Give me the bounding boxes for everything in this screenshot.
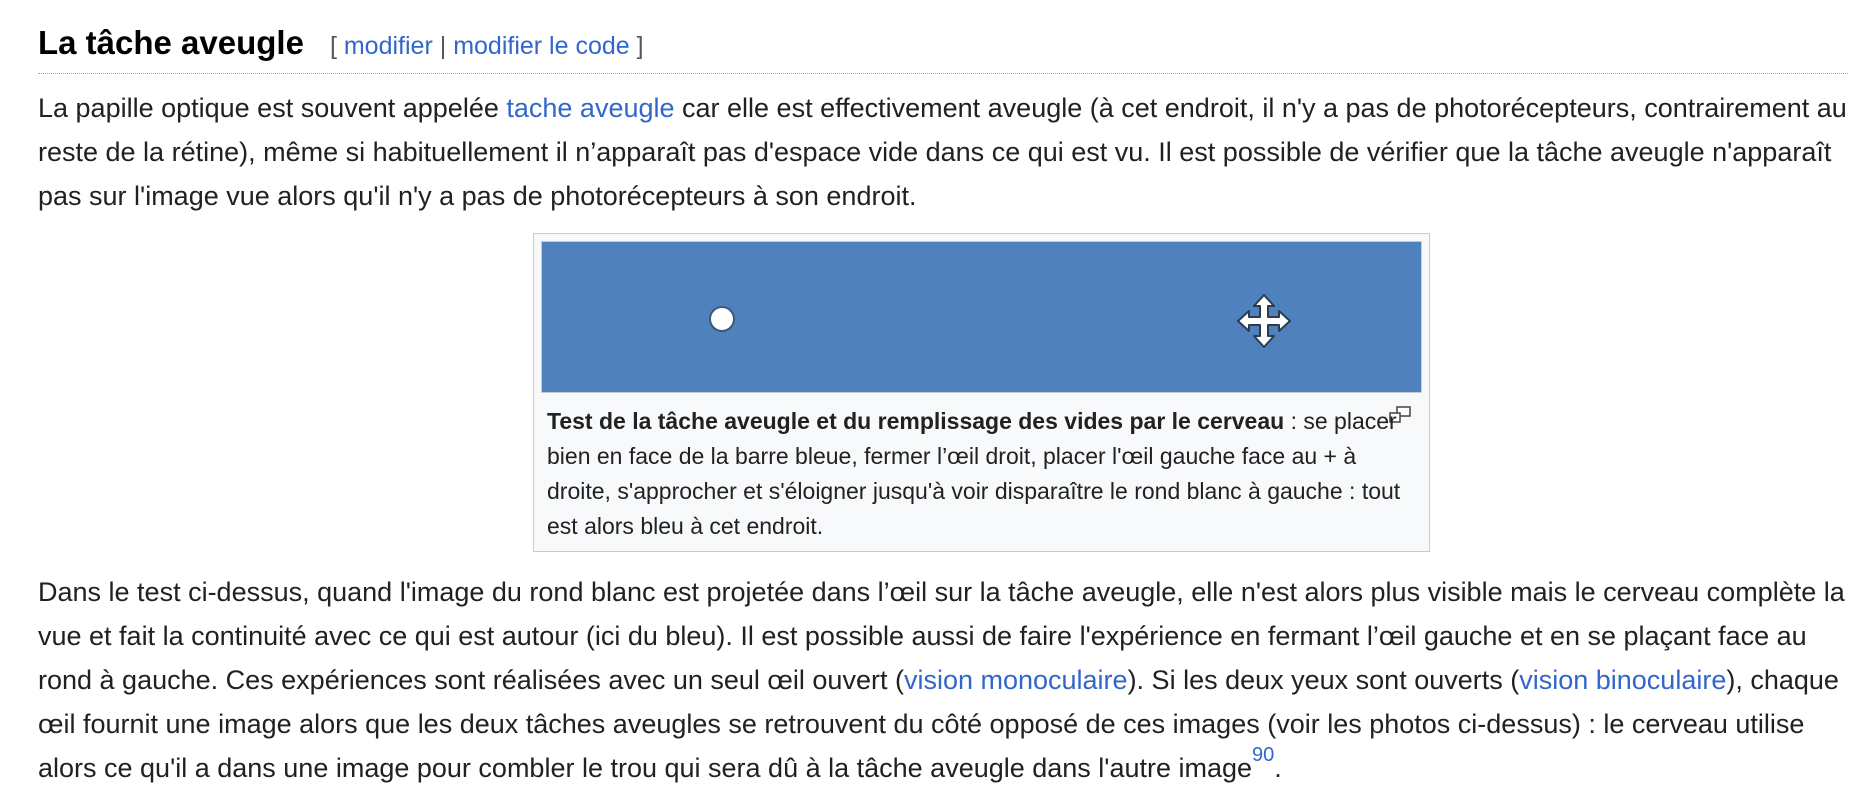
edit-code-link[interactable]: modifier le code (453, 32, 630, 60)
paragraph-intro (38, 86, 1848, 218)
caption-text: : se placer bien en face de la barre bleue, fermer l’œil droit, placer l'œil gauche face au + à droite, s'approcher et s'éloigner jusqu'à voir disparaître le rond blanc à gauche : tout est alors bleu à cet endroit. (547, 408, 1401, 539)
figure-thumbnail (533, 233, 1430, 552)
reference-link[interactable]: 90 (1252, 744, 1275, 766)
white-dot (710, 307, 734, 331)
article-content (38, 0, 1848, 783)
blind-spot-bar (542, 242, 1421, 392)
section-title: La tâche aveugle (38, 24, 304, 61)
edit-bracket-open: [ (329, 32, 337, 60)
paragraph-text: La papille optique est souvent appelée (38, 93, 507, 123)
caption-title: Test de la tâche aveugle et du remplissage des vides par le cerveau (547, 408, 1285, 434)
blue-bar (542, 242, 1421, 392)
section-heading (38, 0, 1848, 74)
edit-link[interactable]: modifier (343, 32, 433, 60)
paragraph-text: . (1274, 753, 1282, 783)
edit-bracket-close: ] (636, 32, 644, 60)
paragraph-explanation (38, 570, 1848, 790)
figure-caption (547, 404, 1407, 544)
link-tache-aveugle[interactable]: tache aveugle (506, 93, 675, 123)
link-vision-binoculaire[interactable]: vision binoculaire (1519, 665, 1727, 695)
blind-spot-test-image[interactable] (541, 241, 1422, 393)
edit-section-links (330, 32, 644, 60)
link-vision-monoculaire[interactable]: vision monoculaire (903, 665, 1128, 695)
paragraph-text: ). Si les deux yeux sont ouverts ( (1127, 665, 1520, 695)
edit-separator: | (439, 32, 447, 60)
reference-superscript (1252, 744, 1274, 766)
paragraph-text: Dans le test ci-dessus, quand l'image du rond blanc est projetée dans l’œil sur la tâche aveugle, elle n'est alors plus visible mais le cerveau complète la vue et fait la continuité avec ce qui est autour (ici du bleu). Il est possible aussi de faire l'expérience en fermant l’œil gauche et en se plaçant face au rond à gauche. Ces expériences sont réalisées avec un seul œil ouvert ( (38, 577, 1845, 695)
paragraph-text: car elle est effectivement aveugle (à cet endroit, il n'y a pas de photorécepteurs, contrairement au reste de la rétine), même si habituellement il n’apparaît pas d'espace vide dans ce qui est vu. Il est possible de vérifier que la tâche aveugle n'apparaît pas sur l'image vue alors qu'il n'y a pas de photorécepteurs à son endroit. (38, 93, 1847, 211)
paragraph-text: ), chaque œil fournit une image alors que les deux tâches aveugles se retrouvent du côté opposé de ces images (voir les photos ci-dessus) : le cerveau utilise alors ce qu'il a dans une image pour combler le trou qui sera dû à la tâche aveugle dans l'autre image (38, 665, 1839, 783)
